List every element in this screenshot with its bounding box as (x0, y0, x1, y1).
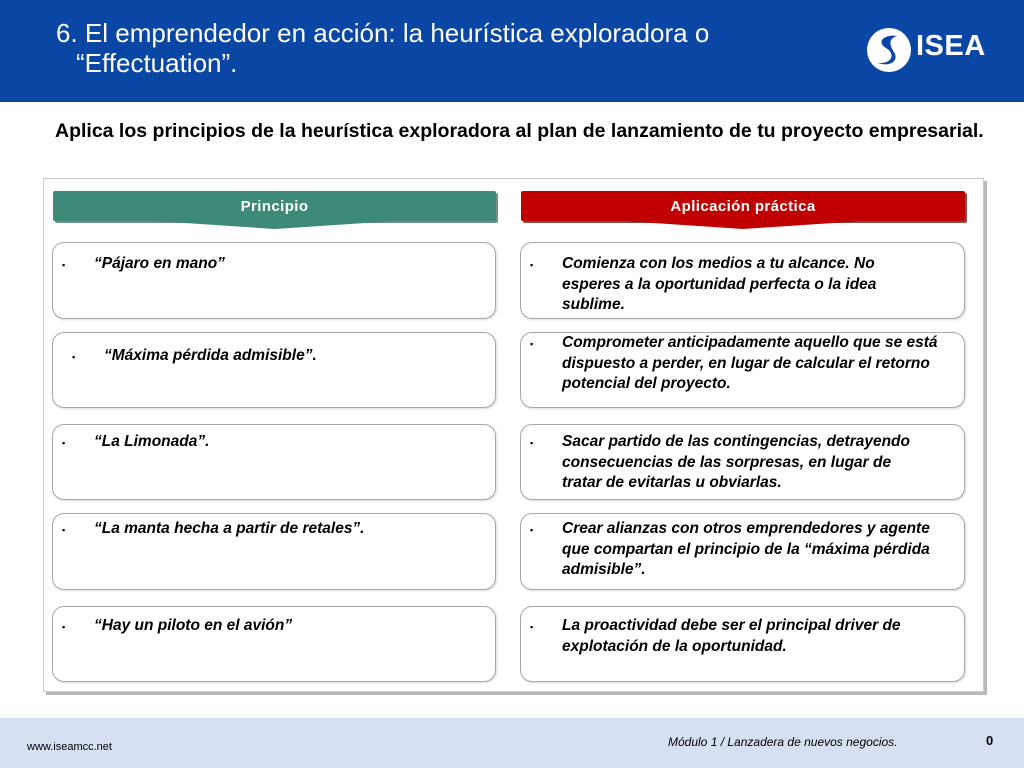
title-line-1: 6. El emprendedor en acción: la heurística exploradora o (56, 18, 710, 48)
isea-logo-icon (866, 26, 912, 74)
principle-text-1: “Pájaro en mano” (94, 255, 225, 272)
bullet-icon: ▪ (62, 438, 66, 448)
application-text-1: Comienza con los medios a tu alcance. No esperes a la oportunidad perfecta o la idea sublime. (562, 255, 877, 313)
footer-module-text: Módulo 1 / Lanzadera de nuevos negocios. (668, 735, 898, 749)
title-line-2: “Effectuation”. (76, 48, 238, 78)
application-text-5: La proactividad debe ser el principal driver de explotación de la oportunidad. (562, 617, 901, 655)
application-item-2 (530, 333, 940, 395)
principle-text-4: “La manta hecha a partir de retales”. (94, 520, 365, 537)
bullet-icon: ▪ (62, 622, 66, 632)
principio-header (53, 191, 496, 221)
principio-header-label: Principio (240, 197, 309, 215)
bullet-icon: ▪ (62, 260, 66, 270)
aplicacion-header (521, 191, 965, 221)
application-text-3: Sacar partido de las contingencias, detrayendo consecuencias de las sorpresas, en lugar de tratar de evitarlas u obviarlas. (562, 433, 910, 491)
principle-item-5 (62, 616, 482, 638)
bullet-icon: ▪ (530, 260, 534, 270)
principle-text-2: “Máxima pérdida admisible”. (104, 347, 317, 364)
application-item-1 (530, 254, 930, 316)
principle-text-3: “La Limonada”. (94, 433, 210, 450)
principle-text-5: “Hay un piloto en el avión” (94, 617, 293, 634)
aplicacion-header-label: Aplicación práctica (670, 197, 816, 215)
bullet-icon: ▪ (530, 622, 534, 632)
header-bar (0, 0, 1024, 102)
footer-url-link[interactable]: www.iseamcc.net (27, 741, 112, 753)
footer-bar (0, 718, 1024, 768)
application-text-4: Crear alianzas con otros emprendedores y agente que compartan el principio de la “máxima pérdida admisible”. (562, 520, 930, 578)
bullet-icon: ▪ (530, 339, 534, 349)
application-text-2: Comprometer anticipadamente aquello que se está dispuesto a perder, en lugar de calcular el retorno potencial del proyecto. (562, 334, 938, 392)
principle-box-2 (52, 332, 496, 408)
bullet-icon: ▪ (62, 525, 66, 535)
application-item-3 (530, 432, 930, 494)
principle-item-1 (62, 254, 482, 276)
page-title (56, 18, 846, 78)
isea-logo (866, 26, 996, 74)
principle-item-2 (72, 346, 482, 368)
bullet-icon: ▪ (72, 352, 76, 362)
principle-item-3 (62, 432, 482, 454)
instruction-text: Aplica los principios de la heurística exploradora al plan de lanzamiento de tu proyecto empresarial. (55, 120, 984, 142)
logo-text: ISEA (916, 30, 986, 62)
bullet-icon: ▪ (530, 438, 534, 448)
application-item-5 (530, 616, 930, 657)
page-number: 0 (986, 733, 994, 748)
principle-item-4 (62, 519, 482, 541)
application-item-4 (530, 519, 930, 581)
bullet-icon: ▪ (530, 525, 534, 535)
